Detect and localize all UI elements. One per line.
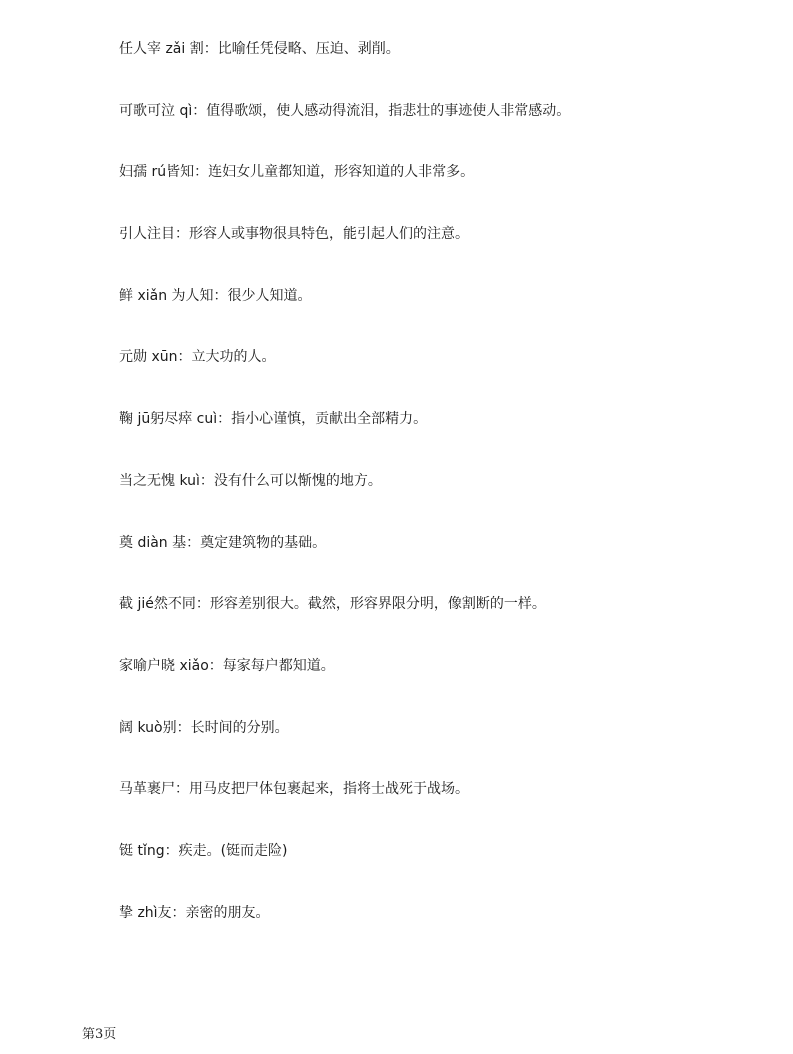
vocabulary-entry: 铤 tǐng：疾走。(铤而走险) (119, 842, 288, 859)
vocabulary-entry: 可歌可泣 qì：值得歌颂，使人感动得流泪，指悲壮的事迹使人非常感动。 (119, 102, 571, 119)
vocabulary-entry: 挚 zhì友：亲密的朋友。 (119, 904, 270, 921)
vocabulary-entry: 元勋 xūn：立大功的人。 (119, 349, 276, 366)
vocabulary-entry: 家喻户晓 xiǎo：每家每户都知道。 (119, 657, 335, 674)
vocabulary-entry: 阔 kuò别：长时间的分别。 (119, 719, 289, 736)
vocabulary-entry: 奠 diàn 基：奠定建筑物的基础。 (119, 534, 327, 551)
vocabulary-entry: 截 jié然不同：形容差别很大。截然，形容界限分明，像割断的一样。 (119, 596, 546, 613)
vocabulary-entry: 马革裹尸：用马皮把尸体包裹起来，指将士战死于战场。 (119, 781, 469, 798)
page-number: 第3页 (82, 1027, 117, 1042)
vocabulary-entry: 鞠 jū躬尽瘁 cuì：指小心谨慎，贡献出全部精力。 (119, 411, 428, 428)
vocabulary-entry: 引人注目：形容人或事物很具特色，能引起人们的注意。 (119, 226, 469, 243)
vocabulary-list (119, 38, 759, 963)
vocabulary-entry: 任人宰 zǎi 割：比喻任凭侵略、压迫、剥削。 (119, 41, 400, 57)
vocabulary-entry: 当之无愧 kuì：没有什么可以惭愧的地方。 (119, 472, 382, 489)
vocabulary-entry: 妇孺 rú皆知：连妇女儿童都知道，形容知道的人非常多。 (119, 164, 475, 181)
vocabulary-entry: 鲜 xiǎn 为人知：很少人知道。 (119, 287, 312, 304)
